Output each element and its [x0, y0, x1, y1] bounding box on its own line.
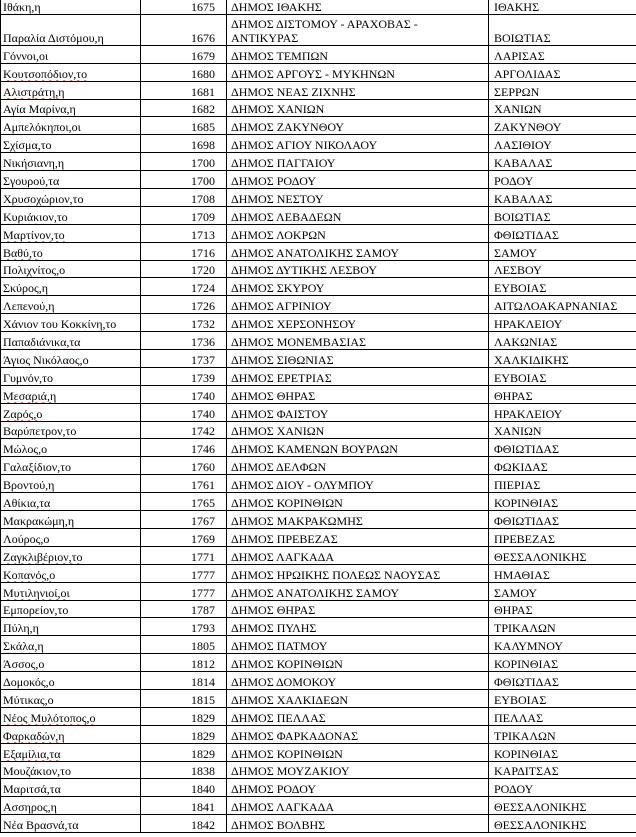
prefecture-cell: ΗΡΑΚΛΕΙΟΥ — [489, 403, 636, 421]
settlement-name: Γόννοι,οι — [3, 48, 49, 63]
table-row — [1, 117, 636, 135]
municipality-cell: ΔΗΜΟΣ ΠΑΤΜΟΥ — [227, 636, 489, 654]
table-row — [1, 206, 636, 224]
table-row — [1, 528, 636, 546]
municipality-cell: ΔΗΜΟΣ ΔΥΤΙΚΗΣ ΛΕΣΒΟΥ — [227, 260, 489, 278]
settlement-name-cell — [1, 332, 141, 350]
table-row — [1, 600, 636, 618]
municipality-cell: ΔΗΜΟΣ ΡΟΔΟΥ — [227, 171, 489, 189]
municipality-cell: ΔΗΜΟΣ ΔΕΛΦΩΝ — [227, 457, 489, 475]
table-row — [1, 672, 636, 690]
settlement-name-cell — [1, 81, 141, 99]
settlement-name: Σκάλα,η — [3, 639, 44, 654]
settlement-name: Βαθύ,το — [3, 245, 43, 260]
code-cell: 1724 — [141, 278, 227, 296]
table-row — [1, 385, 636, 403]
settlement-name: Μυτιληνιοί,οι — [3, 585, 70, 600]
municipality-cell: ΔΗΜΟΣ ΒΟΛΒΗΣ — [227, 815, 489, 833]
settlement-name: Αθίκια,τα — [3, 496, 51, 511]
settlement-name: Λούρος,ο — [3, 531, 50, 546]
prefecture-cell: ΖΑΚΥΝΘΟΥ — [489, 117, 636, 135]
municipality-cell: ΔΗΜΟΣ ΘΗΡΑΣ — [227, 385, 489, 403]
settlement-name-cell — [1, 600, 141, 618]
table-row — [1, 421, 636, 439]
table-row — [1, 314, 636, 332]
settlement-name-cell — [1, 367, 141, 385]
settlement-name-cell — [1, 689, 141, 707]
settlement-name: Δομοκός,ο — [3, 674, 55, 689]
table-row — [1, 63, 636, 81]
table-row — [1, 546, 636, 564]
municipality-cell: ΔΗΜΟΣ ΑΓΙΟΥ ΝΙΚΟΛΑΟΥ — [227, 135, 489, 153]
prefecture-cell: ΦΘΙΩΤΙΔΑΣ — [489, 511, 636, 529]
code-cell: 1675 — [141, 0, 227, 14]
table-row — [1, 815, 636, 833]
settlement-name: Ζαρός,ο — [3, 406, 43, 421]
settlement-name-cell — [1, 242, 141, 260]
settlement-name-cell — [1, 135, 141, 153]
code-cell: 1765 — [141, 493, 227, 511]
settlement-name-cell — [1, 654, 141, 672]
municipality-cell: ΔΗΜΟΣ ΡΟΔΟΥ — [227, 779, 489, 797]
prefecture-cell: ΧΑΝΙΩΝ — [489, 99, 636, 117]
municipality-cell: ΔΗΜΟΣ ΦΑΙΣΤΟΥ — [227, 403, 489, 421]
settlement-name-cell — [1, 439, 141, 457]
prefecture-cell: ΠΡΕΒΕΖΑΣ — [489, 528, 636, 546]
settlement-name: Σγουρού,τα — [3, 174, 60, 189]
prefecture-cell: ΦΘΙΩΤΙΔΑΣ — [489, 439, 636, 457]
prefecture-cell: ΣΑΜΟΥ — [489, 242, 636, 260]
settlement-name-cell — [1, 278, 141, 296]
prefecture-cell: ΦΘΙΩΤΙΔΑΣ — [489, 224, 636, 242]
table-row — [1, 81, 636, 99]
code-cell: 1737 — [141, 350, 227, 368]
prefecture-cell: ΒΟΙΩΤΙΑΣ — [489, 206, 636, 224]
settlement-name-cell — [1, 0, 141, 14]
prefecture-cell: ΘΗΡΑΣ — [489, 385, 636, 403]
municipality-cell: ΔΗΜΟΣ ΠΑΓΓΑΙΟΥ — [227, 153, 489, 171]
prefecture-cell: ΛΑΚΩΝΙΑΣ — [489, 332, 636, 350]
table-row — [1, 224, 636, 242]
settlement-name-cell — [1, 493, 141, 511]
municipality-cell: ΔΗΜΟΣ ΧΑΝΙΩΝ — [227, 421, 489, 439]
municipality-cell: ΔΗΜΟΣ ΗΡΩΙΚΗΣ ΠΟΛΕΩΣ ΝΑΟΥΣΑΣ — [227, 564, 489, 582]
code-cell: 1720 — [141, 260, 227, 278]
municipality-cell: ΔΗΜΟΣ ΑΓΡΙΝΙΟΥ — [227, 296, 489, 314]
table-row — [1, 779, 636, 797]
municipality-cell: ΔΗΜΟΣ ΔΟΜΟΚΟΥ — [227, 672, 489, 690]
table-row — [1, 189, 636, 207]
settlement-name: Σχίσμα,το — [3, 138, 52, 153]
settlement-name: Φαρκαδών,η — [3, 728, 65, 743]
code-cell: 1709 — [141, 206, 227, 224]
settlement-name: Βροντού,η — [3, 478, 55, 493]
table-row — [1, 743, 636, 761]
municipality-cell: ΔΗΜΟΣ ΛΟΚΡΩΝ — [227, 224, 489, 242]
settlement-name-cell — [1, 725, 141, 743]
settlement-name-cell — [1, 421, 141, 439]
code-cell: 1838 — [141, 761, 227, 779]
settlement-name: Νέος Μυλότοπος,ο — [3, 710, 96, 725]
settlement-name: Μώλος,ο — [3, 442, 48, 457]
code-cell: 1777 — [141, 582, 227, 600]
code-cell: 1708 — [141, 189, 227, 207]
table-row — [1, 0, 636, 14]
code-cell: 1829 — [141, 707, 227, 725]
code-cell: 1771 — [141, 546, 227, 564]
settlement-name: Άσσος,ο — [3, 657, 45, 672]
municipality-cell: ΔΗΜΟΣ ΜΑΚΡΑΚΩΜΗΣ — [227, 511, 489, 529]
settlement-name-cell — [1, 63, 141, 81]
code-cell: 1767 — [141, 511, 227, 529]
code-cell: 1793 — [141, 618, 227, 636]
prefecture-cell: ΘΕΣΣΑΛΟΝΙΚΗΣ — [489, 546, 636, 564]
code-cell: 1805 — [141, 636, 227, 654]
prefecture-cell: ΚΑΒΑΛΑΣ — [489, 189, 636, 207]
prefecture-cell: ΚΑΒΑΛΑΣ — [489, 153, 636, 171]
municipality-cell: ΔΗΜΟΣ ΑΝΑΤΟΛΙΚΗΣ ΣΑΜΟΥ — [227, 242, 489, 260]
prefecture-cell: ΗΡΑΚΛΕΙΟΥ — [489, 314, 636, 332]
table-row — [1, 278, 636, 296]
table-row — [1, 332, 636, 350]
settlement-name-cell — [1, 14, 141, 45]
table-row — [1, 797, 636, 815]
settlement-name: Νικήσιανη,η — [3, 156, 65, 171]
table-row — [1, 493, 636, 511]
code-cell: 1829 — [141, 743, 227, 761]
prefecture-cell: ΘΕΣΣΑΛΟΝΙΚΗΣ — [489, 797, 636, 815]
prefecture-cell: ΧΑΝΙΩΝ — [489, 421, 636, 439]
code-cell: 1815 — [141, 689, 227, 707]
settlement-name-cell — [1, 743, 141, 761]
settlement-name: Άγιος Νικόλαος,ο — [3, 352, 89, 367]
settlement-name-cell — [1, 528, 141, 546]
prefecture-cell: ΕΥΒΟΙΑΣ — [489, 278, 636, 296]
municipality-cell: ΔΗΜΟΣ ΑΡΓΟΥΣ - ΜΥΚΗΝΩΝ — [227, 63, 489, 81]
prefecture-cell: ΤΡΙΚΑΛΩΝ — [489, 618, 636, 636]
settlement-name-cell — [1, 564, 141, 582]
prefecture-cell: ΛΕΣΒΟΥ — [489, 260, 636, 278]
code-cell: 1732 — [141, 314, 227, 332]
settlement-name: Εξαμίλια,τα — [3, 746, 61, 761]
prefecture-cell: ΘΗΡΑΣ — [489, 600, 636, 618]
settlement-name: Μουζάκιον,το — [3, 764, 71, 779]
municipality-cell: ΔΗΜΟΣ ΛΕΒΑΔΕΩΝ — [227, 206, 489, 224]
code-cell: 1716 — [141, 242, 227, 260]
table-row — [1, 153, 636, 171]
settlement-name-cell — [1, 475, 141, 493]
municipality-cell: ΔΗΜΟΣ ΦΑΡΚΑΔΟΝΑΣ — [227, 725, 489, 743]
settlement-name: Νέα Βρασνά,τα — [3, 818, 79, 833]
prefecture-cell: ΚΑΡΔΙΤΣΑΣ — [489, 761, 636, 779]
settlement-name-cell — [1, 224, 141, 242]
code-cell: 1726 — [141, 296, 227, 314]
table-row — [1, 296, 636, 314]
code-cell: 1682 — [141, 99, 227, 117]
prefecture-cell: ΠΙΕΡΙΑΣ — [489, 475, 636, 493]
settlement-name: Μύτικας,ο — [3, 692, 54, 707]
table-row — [1, 707, 636, 725]
settlement-name: Αμπελόκηποι,οι — [3, 120, 81, 135]
table-row — [1, 45, 636, 63]
municipality-cell: ΔΗΜΟΣ ΧΕΡΣΟΝΗΣΟΥ — [227, 314, 489, 332]
settlement-name-cell — [1, 350, 141, 368]
code-cell: 1713 — [141, 224, 227, 242]
municipality-cell: ΔΗΜΟΣ ΕΡΕΤΡΙΑΣ — [227, 367, 489, 385]
settlement-name-cell — [1, 582, 141, 600]
prefecture-cell: ΑΡΓΟΛΙΔΑΣ — [489, 63, 636, 81]
municipality-cell: ΔΗΜΟΣ ΚΟΡΙΝΘΙΩΝ — [227, 654, 489, 672]
settlement-name: Χρυσοχώριον,το — [3, 191, 84, 206]
table-row — [1, 457, 636, 475]
settlement-name-cell — [1, 779, 141, 797]
settlement-name: Κουτσοπόδιον,το — [3, 66, 88, 81]
prefecture-cell: ΧΑΛΚΙΔΙΚΗΣ — [489, 350, 636, 368]
municipality-cell: ΔΗΜΟΣ ΘΗΡΑΣ — [227, 600, 489, 618]
settlement-name: Γαλαξίδιον,το — [3, 460, 72, 475]
settlement-name: Κοπανός,ο — [3, 567, 56, 582]
settlement-name: Χάνιον του Κοκκίνη,το — [3, 317, 117, 332]
settlement-name-cell — [1, 171, 141, 189]
settlement-name: Μαριτσά,τα — [3, 782, 61, 797]
prefecture-cell: ΣΑΜΟΥ — [489, 582, 636, 600]
settlement-name-cell — [1, 314, 141, 332]
code-cell: 1700 — [141, 153, 227, 171]
code-cell: 1698 — [141, 135, 227, 153]
settlement-name-cell — [1, 707, 141, 725]
settlement-name: Εμπορείον,το — [3, 603, 69, 618]
table-row — [1, 475, 636, 493]
settlement-name-cell — [1, 45, 141, 63]
settlement-name-cell — [1, 385, 141, 403]
municipality-cell: ΔΗΜΟΣ ΙΘΑΚΗΣ — [227, 0, 489, 14]
prefecture-cell: ΡΟΔΟΥ — [489, 171, 636, 189]
settlement-name: Ιθάκη,η — [3, 0, 41, 14]
municipality-cell: ΔΗΜΟΣ ΤΕΜΠΩΝ — [227, 45, 489, 63]
prefecture-cell: ΕΥΒΟΙΑΣ — [489, 689, 636, 707]
code-cell: 1769 — [141, 528, 227, 546]
settlement-name: Βαρύπετρον,το — [3, 424, 77, 439]
settlement-name-cell — [1, 636, 141, 654]
code-cell: 1740 — [141, 403, 227, 421]
settlement-name-cell — [1, 797, 141, 815]
table-row — [1, 582, 636, 600]
prefecture-cell: ΚΟΡΙΝΘΙΑΣ — [489, 743, 636, 761]
municipality-cell: ΔΗΜΟΣ ΚΟΡΙΝΘΙΩΝ — [227, 493, 489, 511]
prefecture-cell: ΚΟΡΙΝΘΙΑΣ — [489, 493, 636, 511]
prefecture-cell: ΘΕΣΣΑΛΟΝΙΚΗΣ — [489, 815, 636, 833]
prefecture-cell: ΗΜΑΘΙΑΣ — [489, 564, 636, 582]
code-cell: 1787 — [141, 600, 227, 618]
settlement-name-cell — [1, 153, 141, 171]
settlement-name-cell — [1, 672, 141, 690]
settlement-name-cell — [1, 761, 141, 779]
settlement-name: Ασσηρος,η — [3, 800, 57, 815]
table-row — [1, 99, 636, 117]
settlement-name: Ζαγκλιβέριον,το — [3, 549, 83, 564]
table-row — [1, 689, 636, 707]
municipality-cell: ΔΗΜΟΣ ΛΑΓΚΑΔΑ — [227, 797, 489, 815]
settlement-name-cell — [1, 206, 141, 224]
municipality-cell: ΔΗΜΟΣ ΣΚΥΡΟΥ — [227, 278, 489, 296]
table-row — [1, 439, 636, 457]
table-row — [1, 135, 636, 153]
table-row — [1, 242, 636, 260]
settlement-name-cell — [1, 260, 141, 278]
prefecture-cell: ΕΥΒΟΙΑΣ — [489, 367, 636, 385]
code-cell: 1829 — [141, 725, 227, 743]
municipality-cell: ΔΗΜΟΣ ΧΑΝΙΩΝ — [227, 99, 489, 117]
settlement-name-cell — [1, 99, 141, 117]
settlement-name-cell — [1, 117, 141, 135]
settlement-name-cell — [1, 618, 141, 636]
table-row — [1, 14, 636, 45]
settlement-name: Μαρτίνον,το — [3, 227, 65, 242]
settlement-name: Πύλη,η — [3, 621, 39, 636]
code-cell: 1760 — [141, 457, 227, 475]
prefecture-cell: ΡΟΔΟΥ — [489, 779, 636, 797]
settlement-name-cell — [1, 189, 141, 207]
code-cell: 1812 — [141, 654, 227, 672]
code-cell: 1676 — [141, 14, 227, 45]
code-cell: 1746 — [141, 439, 227, 457]
municipality-cell: ΔΗΜΟΣ ΔΙΟΥ - ΟΛΥΜΠΟΥ — [227, 475, 489, 493]
code-cell: 1742 — [141, 421, 227, 439]
prefecture-cell: ΦΩΚΙΔΑΣ — [489, 457, 636, 475]
code-cell: 1736 — [141, 332, 227, 350]
code-cell: 1842 — [141, 815, 227, 833]
municipality-cell: ΔΗΜΟΣ ΣΙΘΩΝΙΑΣ — [227, 350, 489, 368]
settlement-name-cell — [1, 403, 141, 421]
code-cell: 1740 — [141, 385, 227, 403]
municipality-cell: ΔΗΜΟΣ ΖΑΚΥΝΘΟΥ — [227, 117, 489, 135]
code-cell: 1679 — [141, 45, 227, 63]
table-row — [1, 761, 636, 779]
settlement-name-cell — [1, 511, 141, 529]
code-cell: 1700 — [141, 171, 227, 189]
table-row — [1, 350, 636, 368]
settlement-name: Πολιχνίτος,ο — [3, 263, 66, 278]
municipality-cell: ΔΗΜΟΣ ΜΟΝΕΜΒΑΣΙΑΣ — [227, 332, 489, 350]
settlement-name: Αγία Μαρίνα,η — [3, 102, 76, 117]
settlement-name: Αλιστράτη,η — [3, 84, 65, 99]
municipality-cell: ΔΗΜΟΣ ΚΟΡΙΝΘΙΩΝ — [227, 743, 489, 761]
municipality-cell: ΔΗΜΟΣ ΜΟΥΖΑΚΙΟΥ — [227, 761, 489, 779]
settlement-name: Μεσαριά,η — [3, 388, 57, 403]
table-row — [1, 260, 636, 278]
settlement-name: Παπαδιάνικα,τα — [3, 335, 81, 350]
prefecture-cell: ΠΕΛΛΑΣ — [489, 707, 636, 725]
prefecture-cell: ΒΟΙΩΤΙΑΣ — [489, 14, 636, 45]
table-row — [1, 171, 636, 189]
table-row — [1, 618, 636, 636]
table-row — [1, 367, 636, 385]
settlement-name: Γυμνόν,το — [3, 370, 53, 385]
settlement-name-cell — [1, 815, 141, 833]
prefecture-cell: ΚΟΡΙΝΘΙΑΣ — [489, 654, 636, 672]
settlement-name: Κυριάκιον,το — [3, 209, 68, 224]
municipality-cell: ΔΗΜΟΣ ΛΑΓΚΑΔΑ — [227, 546, 489, 564]
municipality-cell: ΔΗΜΟΣ ΠΥΛΗΣ — [227, 618, 489, 636]
table-body — [1, 0, 636, 833]
municipality-cell: ΔΗΜΟΣ ΑΝΑΤΟΛΙΚΗΣ ΣΑΜΟΥ — [227, 582, 489, 600]
code-cell: 1739 — [141, 367, 227, 385]
prefecture-cell: ΚΑΛΥΜΝΟΥ — [489, 636, 636, 654]
prefecture-cell: ΦΘΙΩΤΙΔΑΣ — [489, 672, 636, 690]
code-cell: 1840 — [141, 779, 227, 797]
prefecture-cell: ΛΑΣΙΘΙΟΥ — [489, 135, 636, 153]
code-cell: 1681 — [141, 81, 227, 99]
municipality-cell: ΔΗΜΟΣ ΔΙΣΤΟΜΟΥ - ΑΡΑΧΟΒΑΣ - ΑΝΤΙΚΥΡΑΣ — [227, 14, 489, 45]
code-cell: 1777 — [141, 564, 227, 582]
municipality-cell: ΔΗΜΟΣ ΠΕΛΛΑΣ — [227, 707, 489, 725]
code-cell: 1814 — [141, 672, 227, 690]
municipality-cell: ΔΗΜΟΣ ΚΑΜΕΝΩΝ ΒΟΥΡΛΩΝ — [227, 439, 489, 457]
settlement-name: Παραλία Διστόμου,η — [3, 30, 104, 45]
table-row — [1, 725, 636, 743]
settlement-name: Μακρακώμη,η — [3, 513, 75, 528]
prefecture-cell: ΛΑΡΙΣΑΣ — [489, 45, 636, 63]
table-row — [1, 511, 636, 529]
code-cell: 1680 — [141, 63, 227, 81]
settlement-name-cell — [1, 296, 141, 314]
prefecture-cell: ΑΙΤΩΛΟΑΚΑΡΝΑΝΙΑΣ — [489, 296, 636, 314]
municipality-cell: ΔΗΜΟΣ ΠΡΕΒΕΖΑΣ — [227, 528, 489, 546]
settlement-name-cell — [1, 457, 141, 475]
municipality-cell: ΔΗΜΟΣ ΝΕΣΤΟΥ — [227, 189, 489, 207]
table-row — [1, 403, 636, 421]
table-row — [1, 564, 636, 582]
settlement-name-cell — [1, 546, 141, 564]
prefecture-cell: ΙΘΑΚΗΣ — [489, 0, 636, 14]
code-cell: 1841 — [141, 797, 227, 815]
settlement-name: Λεπενού,η — [3, 299, 55, 314]
code-cell: 1761 — [141, 475, 227, 493]
municipality-cell: ΔΗΜΟΣ ΧΑΛΚΙΔΕΩΝ — [227, 689, 489, 707]
prefecture-cell: ΣΕΡΡΩΝ — [489, 81, 636, 99]
table-row — [1, 654, 636, 672]
settlement-name: Σκύρος,η — [3, 281, 48, 296]
table-row — [1, 636, 636, 654]
municipality-cell: ΔΗΜΟΣ ΝΕΑΣ ΖΙΧΝΗΣ — [227, 81, 489, 99]
code-cell: 1685 — [141, 117, 227, 135]
prefecture-cell: ΤΡΙΚΑΛΩΝ — [489, 725, 636, 743]
